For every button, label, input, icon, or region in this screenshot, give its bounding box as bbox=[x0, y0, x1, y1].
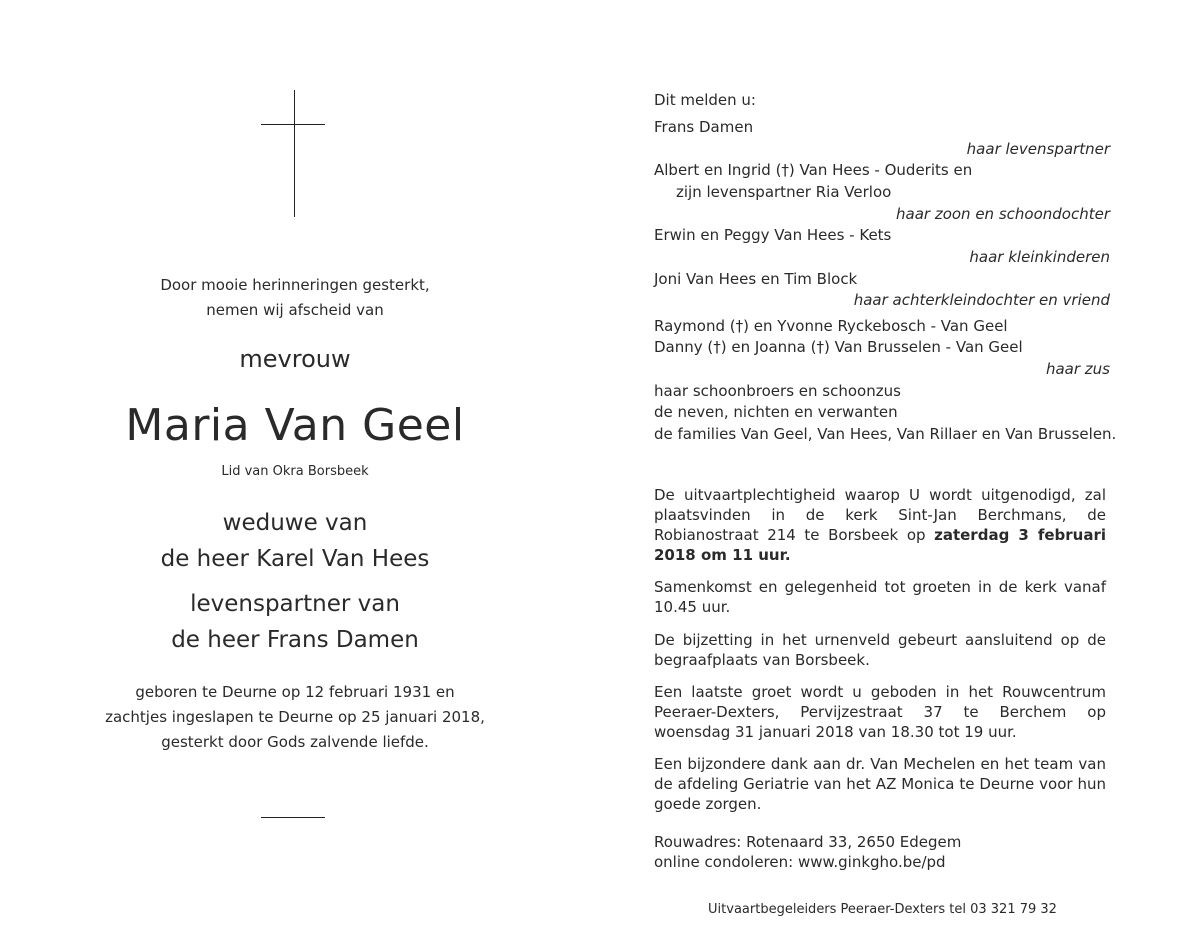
funeral-date: zaterdag 3 februari 2018 om 11 uur. bbox=[654, 526, 1106, 564]
birth-death-info bbox=[40, 680, 550, 755]
membership: Lid van Okra Borsbeek bbox=[221, 464, 369, 479]
birth-line: zachtjes ingeslapen te Deurne op 25 januari 2018, bbox=[105, 708, 485, 726]
online-condolences: online condoleren: www.ginkgho.be/pd bbox=[654, 853, 946, 871]
deceased-name: Maria Van Geel bbox=[125, 400, 465, 451]
birth-line: gesterkt door Gods zalvende liefde. bbox=[161, 733, 429, 751]
family-member: Danny (†) en Joanna (†) Van Brusselen - Van Geel bbox=[654, 338, 1023, 356]
birth-line: geboren te Deurne op 12 februari 1931 en bbox=[135, 683, 455, 701]
family-member: Raymond (†) en Yvonne Ryckebosch - Van Geel bbox=[654, 317, 1008, 335]
funeral-director: Uitvaartbegeleiders Peeraer-Dexters tel 03 321 79 32 bbox=[708, 902, 1057, 917]
thanks-paragraph: Een bijzondere dank aan dr. Van Mechelen en het team van de afdeling Geriatrie van het AZ Monica te Deurne voor hun goede zorgen. bbox=[654, 755, 1106, 813]
relation-label: haar zus bbox=[1045, 360, 1110, 378]
family-member: zijn levenspartner Ria Verloo bbox=[676, 183, 892, 201]
widow-line: weduwe van bbox=[222, 510, 368, 536]
left-panel bbox=[40, 0, 550, 947]
mourning-address: Rouwadres: Rotenaard 33, 2650 Edegem bbox=[654, 833, 962, 851]
family-member: Frans Damen bbox=[654, 118, 754, 136]
funeral-paragraph bbox=[654, 485, 1106, 565]
partner-of bbox=[40, 586, 550, 658]
right-panel bbox=[654, 0, 1117, 947]
intro-line: Door mooie herinneringen gesterkt, bbox=[160, 276, 430, 294]
relation-label: haar kleinkinderen bbox=[969, 248, 1110, 266]
gathering-paragraph: Samenkomst en gelegenheid tot groeten in de kerk vanaf 10.45 uur. bbox=[654, 578, 1106, 616]
relation-label: haar achterkleindochter en vriend bbox=[853, 291, 1110, 309]
family-member: de families Van Geel, Van Hees, Van Rillaer en Van Brusselen. bbox=[654, 425, 1117, 443]
widow-line: de heer Karel Van Hees bbox=[160, 546, 430, 572]
relation-label: haar zoon en schoondochter bbox=[896, 205, 1110, 223]
widow-of bbox=[40, 505, 550, 577]
cross-icon-horizontal bbox=[261, 124, 325, 125]
title: mevrouw bbox=[239, 345, 351, 373]
intro-line: nemen wij afscheid van bbox=[206, 301, 384, 319]
partner-line: de heer Frans Damen bbox=[171, 627, 419, 653]
family-member: Joni Van Hees en Tim Block bbox=[654, 270, 858, 288]
intro-text bbox=[40, 273, 550, 323]
family-heading: Dit melden u: bbox=[654, 91, 756, 109]
family-member: Erwin en Peggy Van Hees - Kets bbox=[654, 226, 892, 244]
relation-label: haar levenspartner bbox=[966, 140, 1110, 158]
funeral-text: De uitvaartplechtigheid waarop U wordt uitgenodigd, zal plaatsvinden in de kerk Sint-Jan Berchmans, de Robianostraat 214 te Borsbeek op bbox=[654, 486, 1106, 544]
burial-paragraph: De bijzetting in het urnenveld gebeurt aansluitend op de begraafplaats van Borsbeek. bbox=[654, 631, 1106, 669]
family-member: de neven, nichten en verwanten bbox=[654, 403, 898, 421]
cross-icon-vertical bbox=[294, 90, 295, 217]
footer bbox=[0, 901, 1177, 919]
family-member: haar schoonbroers en schoonzus bbox=[654, 382, 901, 400]
family-member: Albert en Ingrid (†) Van Hees - Ouderits en bbox=[654, 161, 973, 179]
partner-line: levenspartner van bbox=[190, 591, 400, 617]
divider-line bbox=[261, 817, 325, 818]
farewell-paragraph: Een laatste groet wordt u geboden in het Rouwcentrum Peeraer-Dexters, Pervijzestraat 37 te Berchem op woensdag 31 januari 2018 van 18.30 tot 19 uur. bbox=[654, 683, 1106, 741]
